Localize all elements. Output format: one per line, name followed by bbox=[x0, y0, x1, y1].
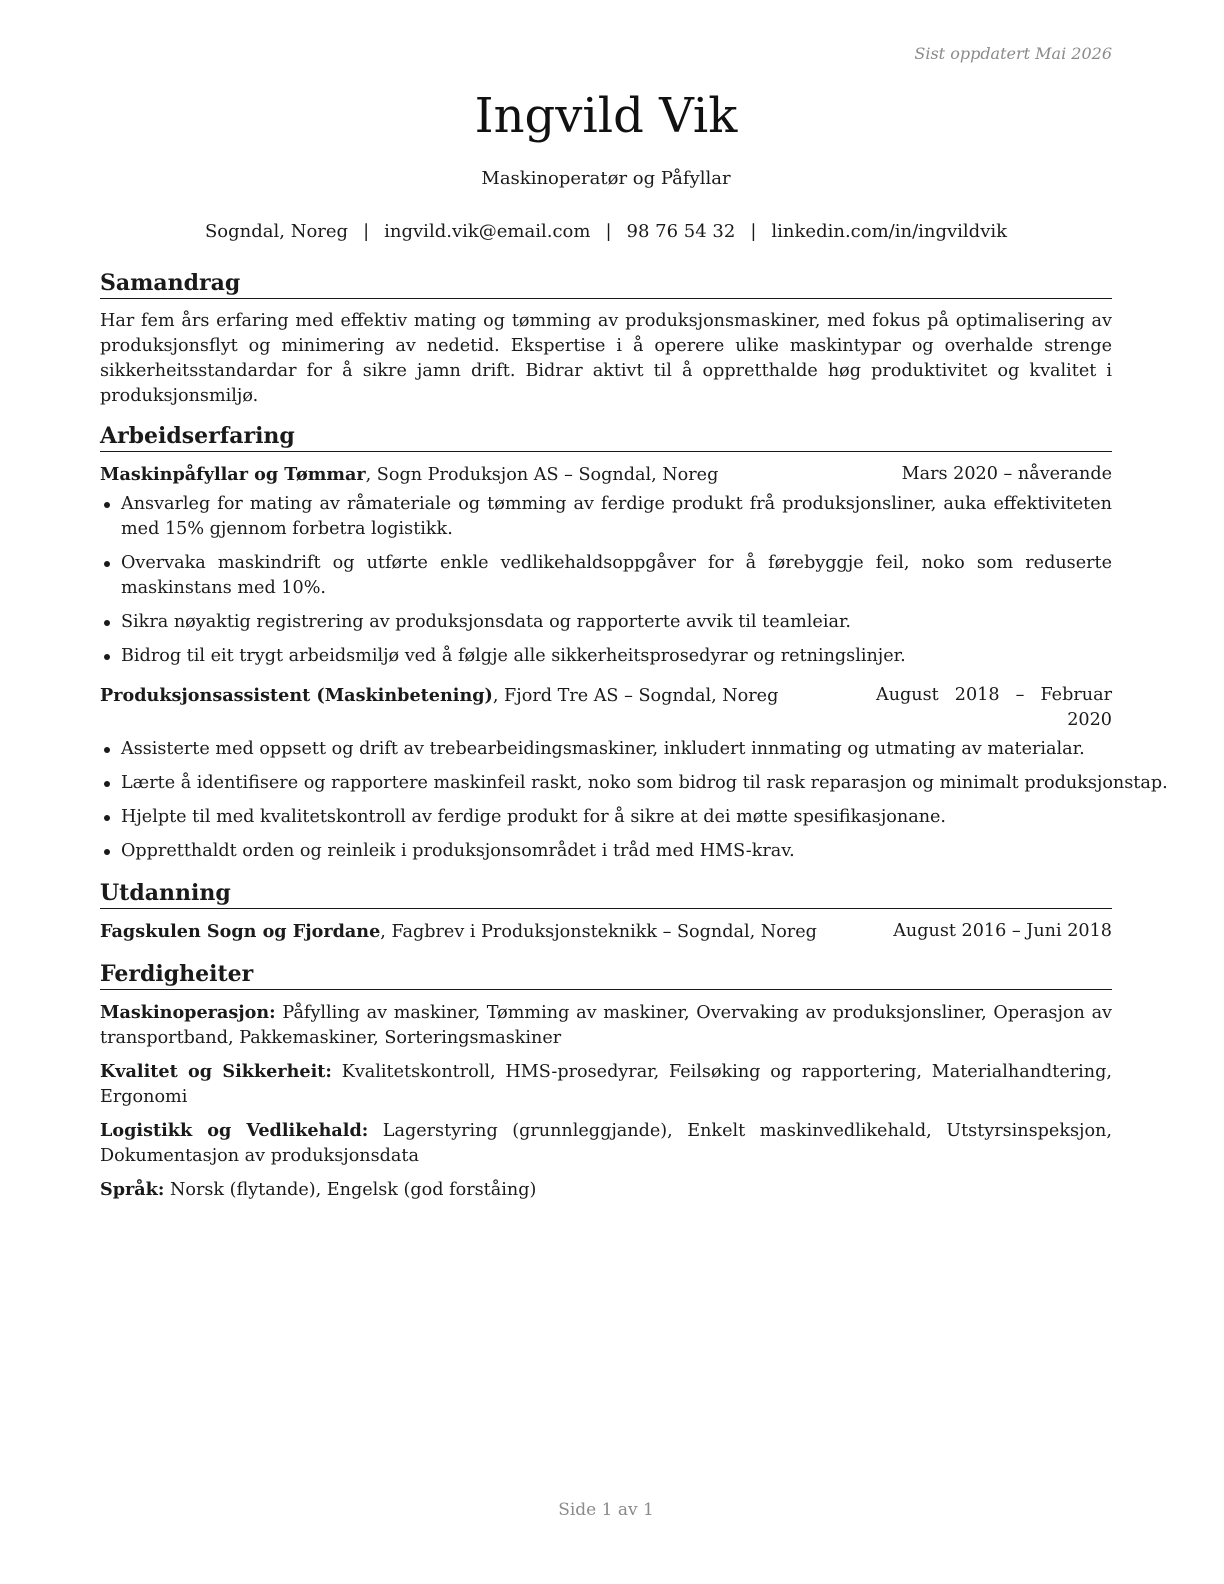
resume-content bbox=[100, 268, 1168, 1211]
job-bullet: Ansvarleg for mating av råmateriale og tømming av ferdige produkt frå produksjonsliner, auka effektiviteten med 15% gjennom forbetra logistikk. bbox=[100, 492, 1112, 542]
job-company: , Sogn Produksjon AS – Sogndal, Noreg bbox=[365, 465, 719, 485]
contact-location: Sogndal, Noreg bbox=[204, 221, 349, 242]
job-position: Produksjonsassistent (Maskinbetening) bbox=[100, 685, 493, 706]
summary-text: Har fem års erfaring med effektiv mating og tømming av produksjonsmaskiner, med fokus på optimalisering av produksjonsflyt og minimering av nedetid. Ekspertise i å operere ulike maskintypar og overhalde strenge sikkerheitsstandardar for å sikre jamn drift. Bidrar aktivt til å oppretthalde høg produktivitet og kvalitet i produksjonsmiljø. bbox=[100, 311, 1112, 406]
job-header bbox=[100, 683, 1112, 733]
job-entry bbox=[100, 462, 1112, 669]
skill-group bbox=[100, 1118, 1112, 1169]
page-number: Side 1 av 1 bbox=[558, 1500, 654, 1520]
last-updated: Sist oppdatert Mai 2026 bbox=[914, 44, 1112, 63]
education-details: , Fagbrev i Produksjonsteknikk – Sogndal, Noreg bbox=[380, 922, 817, 942]
job-bullet: Sikra nøyaktig registrering av produksjonsdata og rapporterte avvik til teamleiar. bbox=[100, 610, 1112, 635]
job-bullet: Assisterte med oppsett og drift av trebearbeidingsmaskiner, inkludert innmating og utmating av materialar. bbox=[100, 737, 1112, 762]
job-bullet: Overvaka maskindrift og utførte enkle vedlikehaldsoppgåver for å førebyggje feil, noko som reduserte maskinstans med 10%. bbox=[100, 551, 1112, 601]
contact-phone: 98 76 54 32 bbox=[626, 221, 736, 242]
skill-group bbox=[100, 1000, 1112, 1051]
resume-page bbox=[100, 0, 1168, 1584]
job-dates: August 2018 – Februar 2020 bbox=[876, 685, 1112, 730]
section-title-experience: Arbeidserfaring bbox=[100, 421, 1112, 452]
job-company: , Fjord Tre AS – Sogndal, Noreg bbox=[492, 686, 779, 706]
contact-line bbox=[100, 218, 1112, 246]
education-entry bbox=[100, 919, 1112, 945]
skill-text: Kvalitetskontroll, HMS-prosedyrar, Feilsøking og rapportering, Materialhandtering, Ergonomi bbox=[100, 1062, 1112, 1107]
job-bullet: Bidrog til eit trygt arbeidsmiljø ved å følgje alle sikkerheitsprosedyrar og retningslinjer. bbox=[100, 644, 1112, 669]
skill-group bbox=[100, 1059, 1112, 1110]
contact-separator: | bbox=[605, 221, 612, 242]
contact-separator: | bbox=[750, 221, 757, 242]
skill-label: Logistikk og Vedlikehald: bbox=[100, 1120, 369, 1141]
skill-text: Norsk (flytande), Engelsk (god forståing) bbox=[169, 1180, 537, 1200]
education-school: Fagskulen Sogn og Fjordane bbox=[100, 921, 381, 942]
job-header bbox=[100, 462, 1112, 488]
skill-text: Lagerstyring (grunnleggjande), Enkelt maskinvedlikehald, Utstyrsinspeksjon, Dokumentasjon av produksjonsdata bbox=[100, 1121, 1112, 1166]
contact-separator: | bbox=[363, 221, 370, 242]
education-dates: August 2016 – Juni 2018 bbox=[893, 921, 1112, 941]
job-bullets bbox=[100, 737, 1168, 864]
job-bullet: Oppretthaldt orden og reinleik i produksjonsområdet i tråd med HMS-krav. bbox=[100, 839, 1112, 864]
contact-email[interactable]: ingvild.vik@email.com bbox=[384, 221, 591, 242]
section-title-skills: Ferdigheiter bbox=[100, 959, 1112, 990]
section-title-education: Utdanning bbox=[100, 878, 1112, 909]
skill-text: Påfylling av maskiner, Tømming av maskiner, Overvaking av produksjonsliner, Operasjon av transportband, Pakkemaskiner, Sorteringsmaskiner bbox=[100, 1003, 1113, 1048]
job-entry bbox=[100, 683, 1168, 864]
job-bullet: Hjelpte til med kvalitetskontroll av ferdige produkt for å sikre at dei møtte spesifikasjonane. bbox=[100, 805, 1112, 830]
contact-linkedin[interactable]: linkedin.com/in/ingvildvik bbox=[771, 221, 1008, 242]
job-dates: Mars 2020 – nåverande bbox=[901, 464, 1112, 484]
skill-label: Språk: bbox=[100, 1179, 165, 1200]
skill-group bbox=[100, 1177, 1112, 1203]
section-title-summary: Samandrag bbox=[100, 268, 1112, 299]
job-bullet: Lærte å identifisere og rapportere maskinfeil raskt, noko som bidrog til rask reparasjon og minimalt produksjonstap. bbox=[100, 771, 1112, 796]
skill-label: Maskinoperasjon: bbox=[100, 1002, 276, 1023]
candidate-role: Maskinoperatør og Påfyllar bbox=[481, 168, 731, 189]
job-position: Maskinpåfyllar og Tømmar bbox=[100, 464, 366, 485]
skill-label: Kvalitet og Sikkerheit: bbox=[100, 1061, 332, 1082]
job-bullets bbox=[100, 492, 1112, 669]
candidate-name: Ingvild Vik bbox=[474, 88, 738, 144]
